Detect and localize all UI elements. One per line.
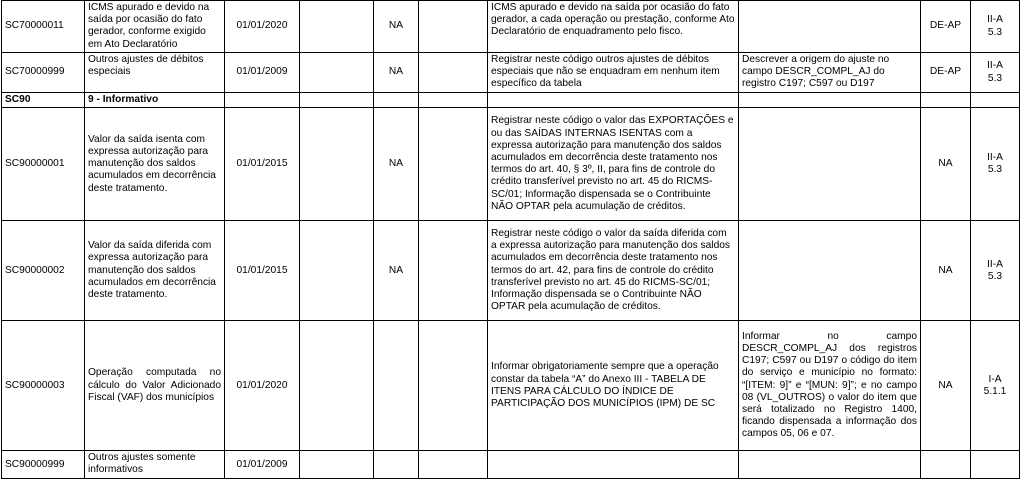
- description-cell: Valor da saída diferida com expressa autorização para manutenção dos saldos acumulados em decorrência deste tratamento.: [85, 221, 225, 321]
- description-cell: Valor da saída isenta com expressa autorização para manutenção dos saldos acumulados em decorrência deste tratamento.: [85, 108, 225, 221]
- empty-cell: [739, 93, 921, 108]
- date-cell: 01/01/2009: [225, 53, 300, 93]
- note-cell: Informar no campo DESCR_COMPL_AJ dos registros C197; C597 ou D197 o código do item do serviço e município no formato: “[ITEM: 9]” e “[MUN: 9]”; e no campo 08 (VL_OUTROS) o valor do item que será totalizado no Registro 1400, ficando dispensada a informação dos campos 05, 06 e 07.: [739, 321, 921, 451]
- date-cell: 01/01/2020: [225, 321, 300, 451]
- empty-cell: [971, 93, 1020, 108]
- table-row: [2, 451, 1020, 479]
- instruction-cell: [488, 451, 739, 479]
- description-cell: Outros ajustes de débitos especiais: [85, 53, 225, 93]
- table-row: [2, 321, 1020, 451]
- na-cell: [374, 321, 419, 451]
- table-row: [2, 1, 1020, 53]
- type-cell: DE-AP: [921, 53, 971, 93]
- date-cell: 01/01/2020: [225, 1, 300, 53]
- empty-cell: [300, 53, 374, 93]
- type-cell: NA: [921, 108, 971, 221]
- empty-cell: [921, 93, 971, 108]
- na-cell: [374, 451, 419, 479]
- reference-cell: II-A 5.3: [971, 108, 1020, 221]
- description-cell: ICMS apurado e devido na saída por ocasião do fato gerador, conforme exigido em Ato Declaratório: [85, 1, 225, 53]
- na-cell: NA: [374, 221, 419, 321]
- empty-cell: [419, 451, 488, 479]
- empty-cell: [419, 53, 488, 93]
- na-cell: NA: [374, 53, 419, 93]
- note-cell: [739, 1, 921, 53]
- empty-cell: [419, 108, 488, 221]
- code-cell: SC70000011: [2, 1, 85, 53]
- na-cell: NA: [374, 1, 419, 53]
- code-cell: SC70000999: [2, 53, 85, 93]
- instruction-cell: Registrar neste código o valor da saída diferida com a expressa autorização para manutenção dos saldos acumulados em decorrência deste tratamento nos termos do art. 42, para fins de controle do crédito transferível previsto no art. 45 do RICMS-SC/01; Informação dispensada se o Contribuinte NÃO OPTAR pela acumulação de créditos.: [488, 221, 739, 321]
- date-cell: 01/01/2015: [225, 221, 300, 321]
- code-cell: SC90000999: [2, 451, 85, 479]
- reference-cell: II-A 5.3: [971, 221, 1020, 321]
- table-row: [2, 221, 1020, 321]
- code-cell: SC90000001: [2, 108, 85, 221]
- empty-cell: [300, 108, 374, 221]
- note-cell: Descrever a origem do ajuste no campo DESCR_COMPL_AJ do registro C197; C597 ou D197: [739, 53, 921, 93]
- type-cell: DE-AP: [921, 1, 971, 53]
- description-cell: Operação computada no cálculo do Valor Adicionado Fiscal (VAF) dos municípios: [85, 321, 225, 451]
- note-cell: [739, 221, 921, 321]
- table-row: [2, 53, 1020, 93]
- empty-cell: [300, 1, 374, 53]
- note-cell: [739, 451, 921, 479]
- empty-cell: [419, 93, 488, 108]
- instruction-cell: Registrar neste código outros ajustes de débitos especiais que não se enquadram em nenhum item específico da tabela: [488, 53, 739, 93]
- code-cell: SC90000002: [2, 221, 85, 321]
- reference-cell: II-A 5.3: [971, 1, 1020, 53]
- reference-cell: [971, 451, 1020, 479]
- empty-cell: [300, 221, 374, 321]
- section-row: [2, 93, 1020, 108]
- adjustment-codes-table: [1, 0, 1020, 479]
- empty-cell: [374, 93, 419, 108]
- type-cell: NA: [921, 221, 971, 321]
- date-cell: 01/01/2009: [225, 451, 300, 479]
- empty-cell: [300, 321, 374, 451]
- description-cell: Outros ajustes somente informativos: [85, 451, 225, 479]
- instruction-cell: Registrar neste código o valor das EXPORTAÇÕES e ou das SAÍDAS INTERNAS ISENTAS com a expressa autorização para manutenção dos saldos acumulados em decorrência deste tratamento nos termos do art. 40, § 3º, II, para fins de controle do crédito transferível previsto no art. 45 do RICMS-SC/01; Informação dispensada se o Contribuinte NÃO OPTAR pela acumulação de créditos.: [488, 108, 739, 221]
- empty-cell: [419, 321, 488, 451]
- empty-cell: [488, 93, 739, 108]
- instruction-cell: ICMS apurado e devido na saída por ocasião do fato gerador, a cada operação ou prestação, conforme Ato Declaratório de enquadramento pelo fisco.: [488, 1, 739, 53]
- type-cell: [921, 451, 971, 479]
- type-cell: NA: [921, 321, 971, 451]
- reference-cell: II-A 5.3: [971, 53, 1020, 93]
- table-row: [2, 108, 1020, 221]
- empty-cell: [419, 221, 488, 321]
- empty-cell: [300, 93, 374, 108]
- section-title: 9 - Informativo: [85, 93, 225, 108]
- instruction-cell: Informar obrigatoriamente sempre que a operação constar da tabela “A” do Anexo III - TABELA DE ITENS PARA CÁLCULO DO ÍNDICE DE PARTICIPAÇÃO DOS MUNICÍPIOS (IPM) DE SC: [488, 321, 739, 451]
- section-code: SC90: [2, 93, 85, 108]
- reference-cell: I-A 5.1.1: [971, 321, 1020, 451]
- empty-cell: [419, 1, 488, 53]
- na-cell: NA: [374, 108, 419, 221]
- note-cell: [739, 108, 921, 221]
- empty-cell: [225, 93, 300, 108]
- date-cell: 01/01/2015: [225, 108, 300, 221]
- empty-cell: [300, 451, 374, 479]
- code-cell: SC90000003: [2, 321, 85, 451]
